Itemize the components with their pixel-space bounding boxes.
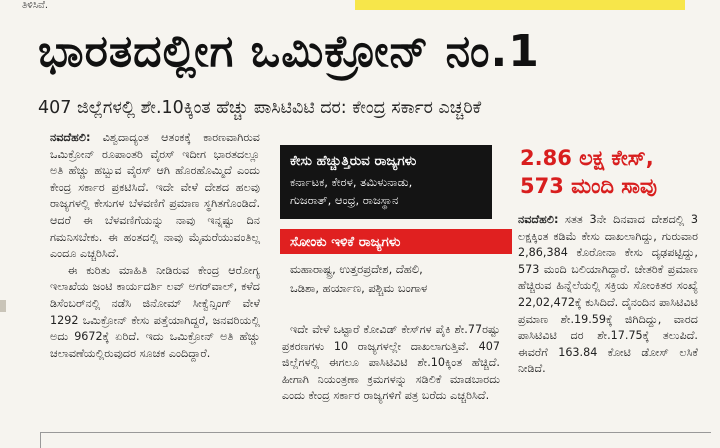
cases-headline bbox=[520, 144, 657, 200]
rising-states-line: ಗುಜರಾತ್, ಆಂಧ್ರ, ರಾಜಸ್ಥಾನ bbox=[290, 193, 399, 207]
highlight-band bbox=[355, 0, 685, 10]
declining-states-line: ಮಹಾರಾಷ್ಟ್ರ, ಉತ್ತರಪ್ರದೇಶ, ದೆಹಲಿ, bbox=[290, 262, 423, 276]
cases-line: 2.86 ಲಕ್ಷ ಕೇಸ್, bbox=[520, 146, 654, 170]
declining-states-title: ಸೋಂಕು ಇಳಿಕೆ ರಾಜ್ಯಗಳು bbox=[280, 229, 512, 254]
paragraph bbox=[282, 322, 500, 405]
paragraph-text: ಸತತ 3ನೇ ದಿನವಾದ ದೇಶದಲ್ಲಿ 3 ಲಕ್ಷಕ್ಕಿಂತ ಕಡಿಮೆ ಕೇಸು ದಾಖಲಾಗಿದ್ದು, ಗುರುವಾರ 2,86,384 ಕೊರೋನಾ ಕೇಸು ದೃಢಪಟ್ಟಿದ್ದು, 573 ಮಂದಿ ಬಲಿಯಾಗಿದ್ದಾರೆ. ಚೇತರಿಕೆ ಪ್ರಮಾಣ ಹೆಚ್ಚಿರುವ ಹಿನ್ನೆಲೆಯಲ್ಲಿ ಸಕ್ರಿಯ ಸೋಂಕಿತರ ಸಂಖ್ಯೆ 22,02,472ಕ್ಕೆ ಕುಸಿದಿದೆ. ದೈನಂದಿನ ಪಾಸಿಟಿವಿಟಿ ಪ್ರಮಾಣ ಶೇ.19.59ಕ್ಕೆ ಜಿಗಿದಿದ್ದು, ವಾರದ ಪಾಸಿಟಿವಿಟಿ ದರ ಶೇ.17.75ಕ್ಕೆ ತಲುಪಿದೆ. ಈವರೆಗೆ 163.84 ಕೋಟಿ ಡೋಸ್ ಲಸಿಕೆ ನೀಡಿದೆ. bbox=[518, 213, 698, 376]
rising-states-line: ಕರ್ನಾಟಕ, ಕೇರಳ, ತಮಿಳುನಾಡು, bbox=[290, 175, 413, 189]
declining-states-list bbox=[280, 254, 512, 298]
paragraph bbox=[50, 130, 260, 263]
subheadline: 407 ಜಿಲ್ಲೆಗಳಲ್ಲಿ ಶೇ.10ಕ್ಕಿಂತ ಹೆಚ್ಚು ಪಾಸಿಟಿವಿಟಿ ದರ: ಕೇಂದ್ರ ಸರ್ಕಾರ ಎಚ್ಚರಿಕೆ bbox=[38, 98, 482, 118]
rising-states-title: ಕೇಸು ಹೆಚ್ಚುತ್ತಿರುವ ರಾಜ್ಯಗಳು bbox=[290, 153, 417, 169]
paragraph bbox=[50, 263, 260, 363]
rising-states-box bbox=[280, 145, 492, 219]
paragraph bbox=[518, 212, 698, 378]
dateline: ನವದೆಹಲಿ: bbox=[50, 131, 91, 144]
previous-article-snippet: ತಿಳಿಸಿವೆ. bbox=[22, 0, 49, 11]
deaths-line: 573 ಮಂದಿ ಸಾವು bbox=[520, 174, 657, 198]
declining-states-line: ಒಡಿಶಾ, ಹರ್ಯಾಣ, ಪಶ್ಚಿಮ ಬಂಗಾಳ bbox=[290, 281, 428, 295]
paragraph-text: ಇದೇ ವೇಳೆ ಒಟ್ಟಾರೆ ಕೋವಿಡ್ ಕೇಸ್‌ಗಳ ಪೈಕಿ ಶೇ.77ರಷ್ಟು ಪ್ರಕರಣಗಳು 10 ರಾಜ್ಯಗಳಲ್ಲೇ ದಾಖಲಾಗುತ್ತಿವೆ. 407 ಜಿಲ್ಲೆಗಳಲ್ಲಿ ಈಗಲೂ ಪಾಸಿಟಿವಿಟಿ ಶೇ.10ಕ್ಕಿಂತ ಹೆಚ್ಚಿದೆ. ಹೀಗಾಗಿ ನಿಯಂತ್ರಣಾ ಕ್ರಮಗಳನ್ನು ಸಡಿಲಿಕೆ ಮಾಡಬಾರದು ಎಂದು ಕೇಂದ್ರ ಸರ್ಕಾರ ರಾಜ್ಯಗಳಿಗೆ ಪತ್ರ ಬರೆದು ಎಚ್ಚರಿಸಿದೆ. bbox=[282, 323, 500, 403]
article-column-left bbox=[50, 130, 260, 362]
page-edge-marker bbox=[0, 300, 6, 312]
paragraph-text: ವಿಶ್ವದಾದ್ಯಂತ ಆತಂಕಕ್ಕೆ ಕಾರಣವಾಗಿರುವ ಒಮಿಕ್ರೋನ್ ರೂಪಾಂತರಿ ವೈರಸ್ ಇದೀಗ ಭಾರತದಲ್ಲೂ ಅತಿ ಹೆಚ್ಚು ಹಬ್ಬುವ ವೈರಸ್ ಆಗಿ ಹೊರಹೊಮ್ಮಿದೆ ಎಂದು ಕೇಂದ್ರ ಸರ್ಕಾರ ಪ್ರಕಟಿಸಿದೆ. ಇದೇ ವೇಳೆ ದೇಶದ ಹಲವು ರಾಜ್ಯಗಳಲ್ಲಿ ಕೇಸುಗಳ ಬೆಳವಣಿಗೆ ಪ್ರಮಾಣ ಸ್ಥಗಿತಗೊಂಡಿದೆ. ಆದರೆ ಈ ಬೆಳವಣಿಗೆಯನ್ನು ನಾವು ಇನ್ನಷ್ಟು ದಿನ ಗಮನಿಸಬೇಕು. ಈ ಹಂತದಲ್ಲಿ ನಾವು ಮೈಮರೆಯುವಂತಿಲ್ಲ ಎಂದೂ ಎಚ್ಚರಿಸಿದೆ. bbox=[50, 131, 260, 261]
article-column-right bbox=[518, 212, 698, 378]
dateline: ನವದೆಹಲಿ: bbox=[518, 213, 559, 226]
paragraph-text: ಈ ಕುರಿತು ಮಾಹಿತಿ ನೀಡಿರುವ ಕೇಂದ್ರ ಆರೋಗ್ಯ ಇಲಾಖೆಯ ಜಂಟಿ ಕಾರ್ಯದರ್ಶಿ ಲವ್ ಅಗರ್‌ವಾಲ್, ಕಳೆದ ಡಿಸೆಂಬರ್‌ನಲ್ಲಿ ನಡೆಸಿ ಜಿನೋಮ್ ಸೀಕ್ವೆನ್ಸಿಂಗ್ ವೇಳೆ 1292 ಒಮಿಕ್ರೋನ್ ಕೇಸು ಪತ್ತೆಯಾಗಿದ್ದರೆ, ಜನವರಿಯಲ್ಲಿ ಅದು 9672ಕ್ಕೆ ಏರಿದೆ. ಇದು ಒಮಿಕ್ರೋನ್ ಅತಿ ಹೆಚ್ಚು ಚಲಾವಣೆಯಲ್ಲಿರುವುದರ ಸೂಚಕ ಎಂದಿದ್ದಾರೆ. bbox=[50, 263, 260, 360]
next-article-border bbox=[40, 432, 711, 448]
headline: ಭಾರತದಲ್ಲೀಗ ಒಮಿಕ್ರೋನ್ ನಂ.1 bbox=[38, 26, 540, 77]
article-column-middle bbox=[282, 322, 500, 405]
